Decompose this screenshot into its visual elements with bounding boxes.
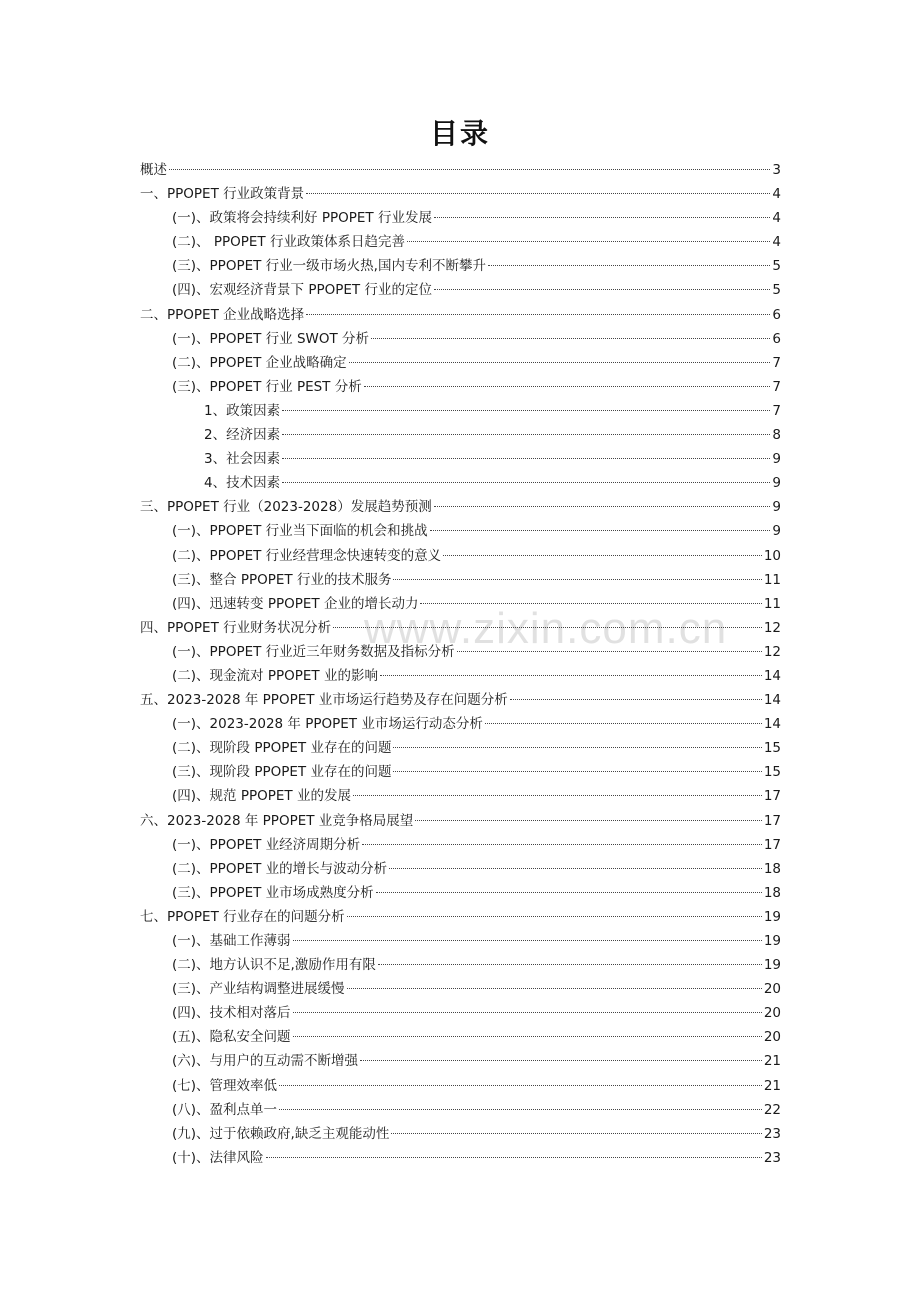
toc-entry-text[interactable]: (四)、规范 PPOPET 业的发展 <box>172 788 351 805</box>
toc-entry[interactable] <box>140 977 781 1001</box>
dot-leader <box>169 169 770 170</box>
toc-page-number[interactable]: 19 <box>763 908 781 925</box>
toc-page-number[interactable]: 11 <box>763 571 781 588</box>
dot-leader <box>434 506 771 507</box>
toc-entry-text[interactable]: (六)、与用户的互动需不断增强 <box>172 1053 359 1070</box>
toc-entry-text[interactable]: (三)、产业结构调整进展缓慢 <box>172 981 345 998</box>
toc-entry-text[interactable]: 2、经济因素 <box>204 427 281 444</box>
toc-entry-text[interactable]: 三、PPOPET 行业（2023-2028）发展趋势预测 <box>140 499 432 516</box>
toc-entry-text[interactable]: (十)、法律风险 <box>172 1149 264 1166</box>
toc-entry-text[interactable]: 七、PPOPET 行业存在的问题分析 <box>140 908 345 925</box>
toc-page-number[interactable]: 6 <box>772 330 781 347</box>
dot-leader <box>306 193 770 194</box>
dot-leader <box>306 314 770 315</box>
toc-entry-text[interactable]: (一)、PPOPET 业经济周期分析 <box>172 836 361 853</box>
dot-leader <box>282 434 770 435</box>
toc-entry-text[interactable]: (二)、PPOPET 企业战略确定 <box>172 354 347 371</box>
toc-page-number[interactable]: 20 <box>763 1029 781 1046</box>
toc-page-number[interactable]: 7 <box>772 354 781 371</box>
dot-leader <box>349 362 771 363</box>
dot-leader <box>434 217 770 218</box>
toc-entry-text[interactable]: (三)、PPOPET 行业一级市场火热,国内专利不断攀升 <box>172 258 486 275</box>
toc-entry[interactable] <box>140 784 781 808</box>
toc-entry[interactable] <box>140 471 781 495</box>
dot-leader <box>333 627 762 628</box>
toc-entry-text[interactable]: (一)、PPOPET 行业近三年财务数据及指标分析 <box>172 643 455 660</box>
toc-page-number[interactable]: 19 <box>763 957 781 974</box>
toc-page-number[interactable]: 5 <box>772 258 781 275</box>
toc-entry-text[interactable]: 概述 <box>140 162 167 178</box>
toc-page-number[interactable]: 9 <box>772 451 781 468</box>
toc-entry[interactable] <box>140 1001 781 1025</box>
dot-leader <box>360 1060 762 1061</box>
dot-leader <box>420 603 761 604</box>
toc-entry-text[interactable]: 五、2023-2028 年 PPOPET 业市场运行趋势及存在问题分析 <box>140 692 508 709</box>
toc-entry-text[interactable]: (三)、PPOPET 行业 PEST 分析 <box>172 378 362 395</box>
toc-entry-text[interactable]: (一)、PPOPET 行业 SWOT 分析 <box>172 330 370 347</box>
toc-page-number[interactable]: 4 <box>772 186 781 203</box>
toc-entry[interactable] <box>140 182 781 206</box>
dot-leader <box>279 1085 762 1086</box>
toc-page-number[interactable]: 17 <box>763 812 781 829</box>
dot-leader <box>279 1109 762 1110</box>
dot-leader <box>380 675 762 676</box>
toc-entry[interactable] <box>140 230 781 254</box>
toc-entry[interactable] <box>140 833 781 857</box>
toc-page-number[interactable]: 8 <box>772 427 781 444</box>
toc-entry-text[interactable]: 1、政策因素 <box>204 402 281 419</box>
table-of-contents <box>140 158 781 1170</box>
toc-page-number[interactable]: 9 <box>772 475 781 492</box>
toc-entry-text[interactable]: (三)、现阶段 PPOPET 业存在的问题 <box>172 764 392 781</box>
toc-page-number[interactable]: 7 <box>772 402 781 419</box>
toc-entry[interactable] <box>140 423 781 447</box>
toc-entry[interactable] <box>140 568 781 592</box>
dot-leader <box>393 579 761 580</box>
dot-leader <box>434 289 770 290</box>
toc-entry-text[interactable]: (三)、整合 PPOPET 行业的技术服务 <box>172 571 392 588</box>
toc-entry-text[interactable]: (四)、技术相对落后 <box>172 1005 291 1022</box>
toc-entry-text[interactable]: (一)、政策将会持续利好 PPOPET 行业发展 <box>172 210 432 227</box>
toc-entry[interactable] <box>140 712 781 736</box>
toc-entry[interactable] <box>140 929 781 953</box>
toc-page-number[interactable]: 20 <box>763 1005 781 1022</box>
toc-page-number[interactable]: 5 <box>772 282 781 299</box>
toc-page-number[interactable]: 4 <box>772 210 781 227</box>
dot-leader <box>353 795 762 796</box>
toc-entry-text[interactable]: (二)、现阶段 PPOPET 业存在的问题 <box>172 740 392 757</box>
toc-page-number[interactable]: 12 <box>763 643 781 660</box>
toc-page-number[interactable]: 14 <box>763 716 781 733</box>
toc-page-number[interactable]: 6 <box>772 306 781 323</box>
toc-entry[interactable] <box>140 399 781 423</box>
toc-entry[interactable] <box>140 905 781 929</box>
toc-page-number[interactable]: 11 <box>763 595 781 612</box>
toc-entry[interactable] <box>140 303 781 327</box>
toc-entry[interactable] <box>140 375 781 399</box>
toc-entry-text[interactable]: (八)、盈利点单一 <box>172 1101 278 1118</box>
dot-leader <box>407 241 770 242</box>
toc-entry-text[interactable]: (一)、基础工作薄弱 <box>172 933 291 949</box>
toc-entry-text[interactable]: (一)、2023-2028 年 PPOPET 业市场运行动态分析 <box>172 716 483 733</box>
dot-leader <box>293 1036 762 1037</box>
toc-page-number[interactable]: 23 <box>763 1125 781 1142</box>
toc-entry[interactable] <box>140 736 781 760</box>
toc-page-number[interactable]: 23 <box>763 1149 781 1166</box>
toc-entry-text[interactable]: (四)、迅速转变 PPOPET 企业的增长动力 <box>172 595 419 612</box>
dot-leader <box>393 747 761 748</box>
toc-entry[interactable] <box>140 616 781 640</box>
toc-entry-text[interactable]: (二)、PPOPET 行业经营理念快速转变的意义 <box>172 547 442 564</box>
dot-leader <box>430 530 771 531</box>
toc-entry[interactable] <box>140 1049 781 1073</box>
dot-leader <box>282 458 770 459</box>
watermark: www.zixin.com.cn <box>364 604 728 653</box>
toc-entry[interactable] <box>140 158 781 182</box>
dot-leader <box>415 820 762 821</box>
toc-entry-text[interactable]: 3、社会因素 <box>204 451 281 468</box>
toc-entry[interactable] <box>140 640 781 664</box>
dot-leader <box>364 386 771 387</box>
toc-entry-text[interactable]: 六、2023-2028 年 PPOPET 业竞争格局展望 <box>140 812 414 829</box>
toc-entry[interactable] <box>140 881 781 905</box>
toc-page-number[interactable]: 17 <box>763 836 781 853</box>
dot-leader <box>282 410 770 411</box>
toc-title: 目录 <box>429 117 490 150</box>
toc-page-number[interactable]: 9 <box>772 523 781 540</box>
toc-entry[interactable] <box>140 254 781 278</box>
toc-entry-text[interactable]: (二)、地方认识不足,激励作用有限 <box>172 957 376 974</box>
toc-page-number[interactable]: 14 <box>763 692 781 709</box>
toc-entry-text[interactable]: 4、技术因素 <box>204 475 281 492</box>
toc-page-number[interactable]: 15 <box>763 740 781 757</box>
toc-page-number[interactable]: 4 <box>772 234 781 251</box>
toc-page-number[interactable]: 18 <box>763 884 781 901</box>
dot-leader <box>266 1157 762 1158</box>
toc-entry-text[interactable]: (四)、宏观经济背景下 PPOPET 行业的定位 <box>172 282 432 299</box>
toc-entry[interactable] <box>140 809 781 833</box>
toc-entry-text[interactable]: (二)、PPOPET 业的增长与波动分析 <box>172 860 388 877</box>
dot-leader <box>293 940 762 941</box>
toc-page-number[interactable]: 15 <box>763 764 781 781</box>
toc-page-number[interactable]: 9 <box>772 499 781 516</box>
dot-leader <box>347 916 762 917</box>
toc-page-number[interactable]: 18 <box>763 860 781 877</box>
toc-entry-text[interactable]: (七)、管理效率低 <box>172 1077 278 1094</box>
toc-entry[interactable] <box>140 1098 781 1122</box>
toc-page-number[interactable]: 7 <box>772 378 781 395</box>
dot-leader <box>371 338 770 339</box>
toc-page-number[interactable]: 17 <box>763 788 781 805</box>
dot-leader <box>389 868 762 869</box>
toc-entry-text[interactable]: (五)、隐私安全问题 <box>172 1029 291 1046</box>
toc-entry[interactable] <box>140 1074 781 1098</box>
toc-entry-text[interactable]: (九)、过于依赖政府,缺乏主观能动性 <box>172 1125 390 1142</box>
toc-entry-text[interactable]: 一、PPOPET 行业政策背景 <box>140 186 305 203</box>
toc-page-number[interactable]: 10 <box>763 547 781 564</box>
dot-leader <box>510 699 762 700</box>
toc-entry-text[interactable]: 四、PPOPET 行业财务状况分析 <box>140 619 332 636</box>
toc-page-number[interactable]: 20 <box>763 981 781 998</box>
toc-page-number[interactable]: 19 <box>763 933 781 949</box>
toc-page-number[interactable]: 21 <box>763 1077 781 1094</box>
dot-leader <box>485 723 762 724</box>
toc-entry[interactable] <box>140 1146 781 1170</box>
toc-page-number[interactable]: 3 <box>772 162 781 178</box>
toc-entry-text[interactable]: (二)、现金流对 PPOPET 业的影响 <box>172 667 378 684</box>
dot-leader <box>393 771 761 772</box>
dot-leader <box>376 892 762 893</box>
dot-leader <box>378 964 762 965</box>
toc-entry[interactable] <box>140 351 781 375</box>
toc-entry[interactable] <box>140 857 781 881</box>
toc-entry-text[interactable]: (三)、PPOPET 业市场成熟度分析 <box>172 884 374 901</box>
dot-leader <box>282 482 770 483</box>
dot-leader <box>443 555 762 556</box>
toc-entry[interactable] <box>140 278 781 302</box>
toc-entry[interactable] <box>140 592 781 616</box>
toc-entry[interactable] <box>140 447 781 471</box>
toc-entry[interactable] <box>140 1025 781 1049</box>
toc-entry[interactable] <box>140 206 781 230</box>
toc-page-number[interactable]: 12 <box>763 619 781 636</box>
toc-page-number[interactable]: 22 <box>763 1101 781 1118</box>
toc-entry-text[interactable]: (一)、PPOPET 行业当下面临的机会和挑战 <box>172 523 428 540</box>
toc-entry[interactable] <box>140 688 781 712</box>
toc-entry[interactable] <box>140 544 781 568</box>
toc-page-number[interactable]: 14 <box>763 667 781 684</box>
toc-entry-text[interactable]: (二)、 PPOPET 行业政策体系日趋完善 <box>172 234 405 251</box>
toc-entry[interactable] <box>140 327 781 351</box>
toc-entry[interactable] <box>140 519 781 543</box>
toc-entry[interactable] <box>140 495 781 519</box>
dot-leader <box>391 1133 761 1134</box>
toc-entry[interactable] <box>140 953 781 977</box>
dot-leader <box>457 651 762 652</box>
dot-leader <box>488 265 770 266</box>
toc-page-number[interactable]: 21 <box>763 1053 781 1070</box>
toc-entry-text[interactable]: 二、PPOPET 企业战略选择 <box>140 306 305 323</box>
toc-entry[interactable] <box>140 760 781 784</box>
dot-leader <box>347 988 762 989</box>
toc-entry[interactable] <box>140 664 781 688</box>
dot-leader <box>293 1012 762 1013</box>
toc-entry[interactable] <box>140 1122 781 1146</box>
dot-leader <box>362 844 762 845</box>
